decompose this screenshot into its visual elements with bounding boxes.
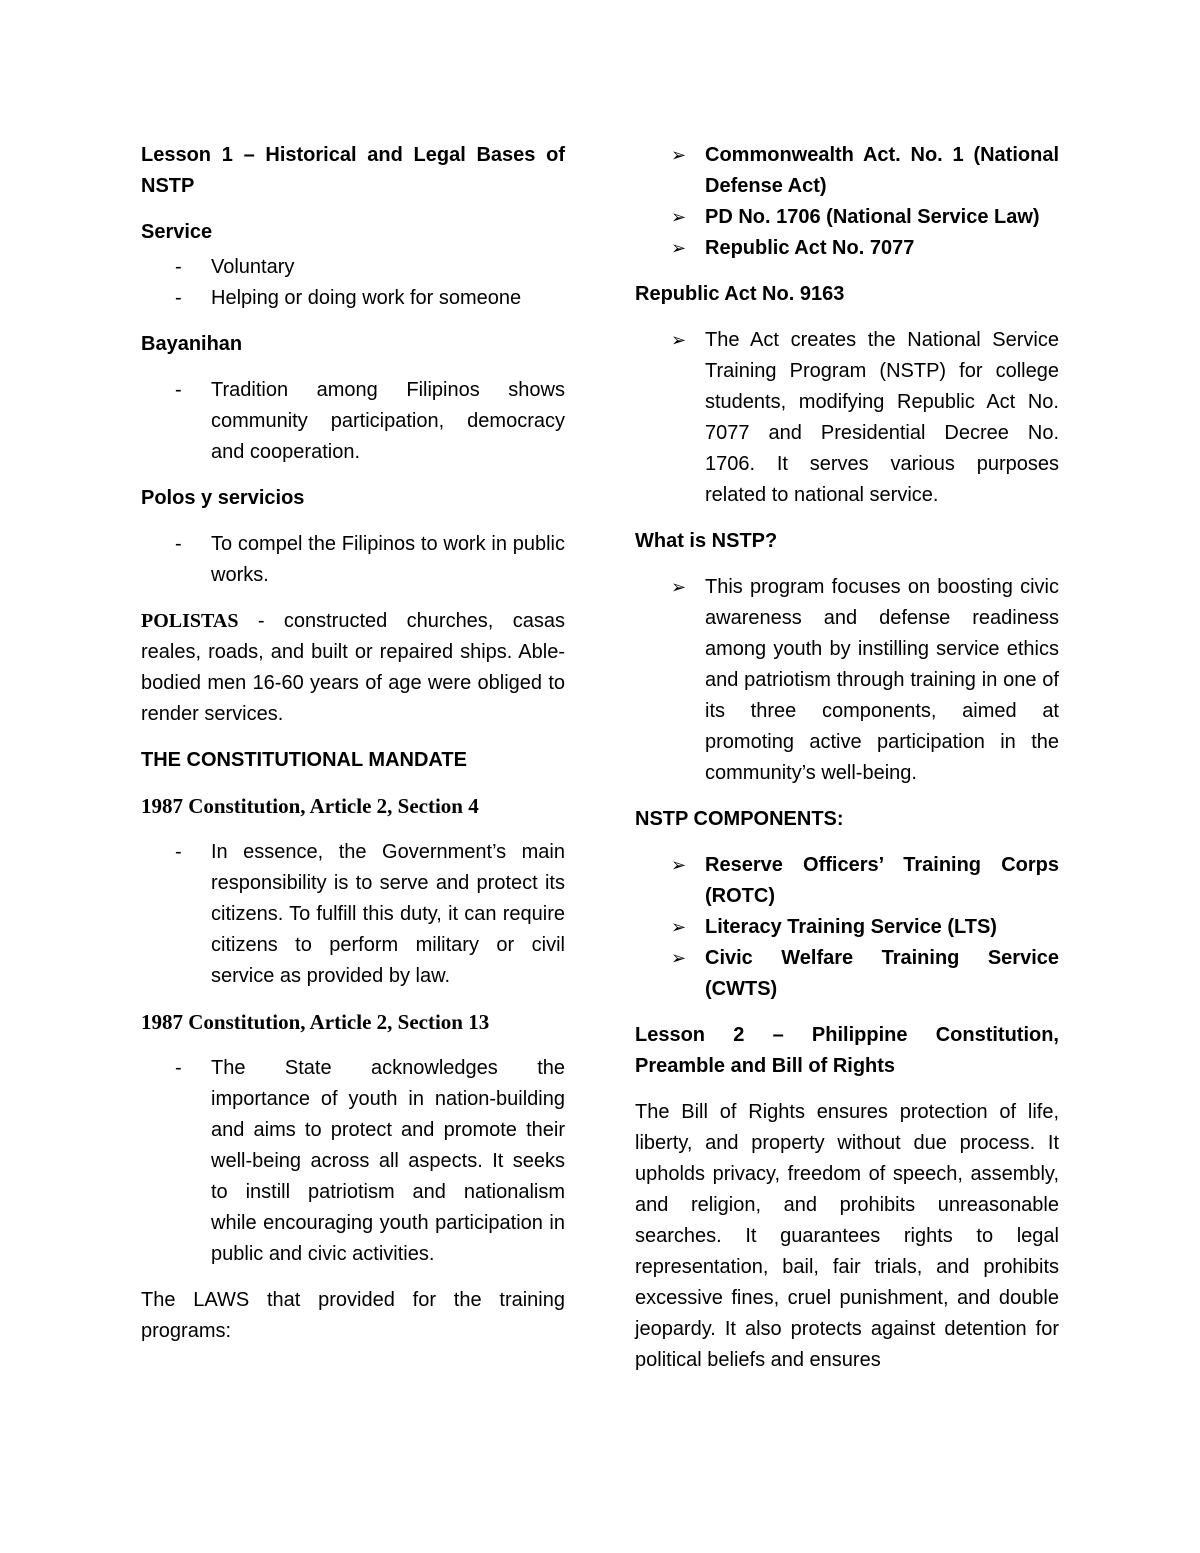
dash-marker: - [175,533,182,555]
list-item: ➢ Republic Act No. 7077 [635,233,1059,264]
list-item: - The State acknowledges the importance of youth in nation-building and aims to protect and promote their well-being across all aspects. It seeks to instill patriotism and nationalism while encouraging youth participation in public and civic activities. [141,1053,565,1270]
dash-marker: - [175,287,182,309]
left-column [141,140,565,1362]
service-heading: Service [141,221,213,243]
what-is-nstp-heading: What is NSTP? [635,530,778,552]
arrow-bullet-icon: ➢ [671,917,687,937]
dash-marker: - [175,256,182,278]
lesson1-title: Lesson 1 – Historical and Legal Bases of NSTP [141,144,565,197]
section4-list [141,837,565,992]
list-item: - Tradition among Filipinos shows community participation, democracy and cooperation. [141,375,565,468]
bill-of-rights-paragraph: The Bill of Rights ensures protection of life, liberty, and property without due process. It upholds privacy, freedom of speech, assembly, and religion, and prohibits unreasonable searches. It guarantees rights to legal representation, bail, fair trials, and prohibits excessive fines, cruel punishment, and double jeopardy. It also protects against detention for political beliefs and ensures [635,1101,1059,1371]
list-item: ➢ This program focuses on boosting civic awareness and defense readiness among youth by instilling service ethics and patriotism through training in one of its three components, aimed at promoting active participation in the community’s well-being. [635,572,1059,789]
list-item: - Voluntary [141,252,565,283]
arrow-bullet-icon: ➢ [671,855,687,875]
section13-list [141,1053,565,1270]
lesson2-title: Lesson 2 – Philippine Constitution, Preamble and Bill of Rights [635,1024,1059,1077]
arrow-bullet-icon: ➢ [671,145,687,165]
dash-marker: - [175,1057,182,1079]
list-item: - In essence, the Government’s main responsibility is to serve and protect its citizens. To fulfill this duty, it can require citizens to perform military or civil service as provided by law. [141,837,565,992]
components-list [635,850,1059,1005]
ra9163-list [635,325,1059,511]
arrow-bullet-icon: ➢ [671,577,687,597]
list-item: - Helping or doing work for someone [141,283,565,314]
arrow-bullet-icon: ➢ [671,948,687,968]
dash-marker: - [175,841,182,863]
bayanihan-list [141,375,565,468]
polistas-text: - constructed churches, casas reales, roads, and built or repaired ships. Able-bodied men 16-60 years of age were obliged to render services. [141,610,565,725]
arrow-bullet-icon: ➢ [671,330,687,350]
polistas-paragraph [141,606,565,730]
list-item: ➢ PD No. 1706 (National Service Law) [635,202,1059,233]
arrow-bullet-icon: ➢ [671,207,687,227]
list-item: ➢ Commonwealth Act. No. 1 (National Defense Act) [635,140,1059,202]
polos-heading: Polos y servicios [141,487,305,509]
arrow-bullet-icon: ➢ [671,238,687,258]
right-column [635,140,1059,1391]
laws-intro: The LAWS that provided for the training programs: [141,1289,565,1342]
list-item: ➢ The Act creates the National Service Training Program (NSTP) for college students, modifying Republic Act No. 7077 and Presidential Decree No. 1706. It serves various purposes related to national service. [635,325,1059,511]
polistas-term: POLISTAS [141,610,239,632]
section4-heading: 1987 Constitution, Article 2, Section 4 [141,794,479,818]
list-item: - To compel the Filipinos to work in public works. [141,529,565,591]
section13-heading: 1987 Constitution, Article 2, Section 13 [141,1010,490,1034]
components-heading: NSTP COMPONENTS: [635,808,844,830]
dash-marker: - [175,379,182,401]
laws-list [635,140,1059,264]
list-item: ➢ Literacy Training Service (LTS) [635,912,1059,943]
list-item: ➢ Civic Welfare Training Service (CWTS) [635,943,1059,1005]
service-list [141,252,565,314]
mandate-heading: THE CONSTITUTIONAL MANDATE [141,749,467,771]
polos-list [141,529,565,591]
bayanihan-heading: Bayanihan [141,333,243,355]
list-item: ➢ Reserve Officers’ Training Corps (ROTC) [635,850,1059,912]
what-is-nstp-list [635,572,1059,789]
ra9163-heading: Republic Act No. 9163 [635,283,845,305]
